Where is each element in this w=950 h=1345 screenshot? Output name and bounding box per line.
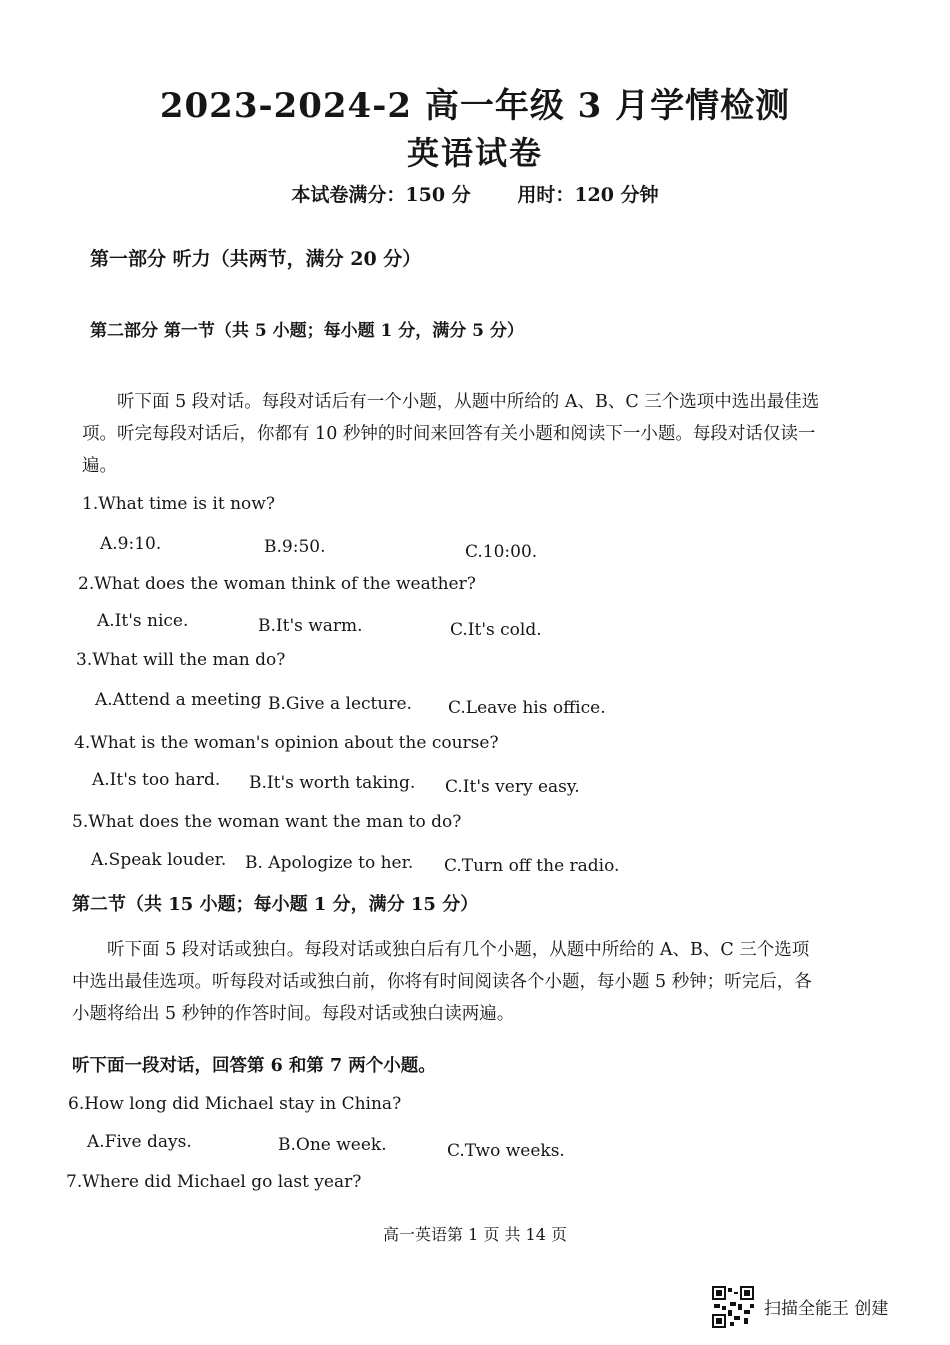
q3-option-b: B.Give a lecture. xyxy=(268,694,412,714)
full-score: 本试卷满分：150 分 xyxy=(291,184,471,206)
section2-subheading: 听下面一段对话，回答第 6 和第 7 两个小题。 xyxy=(72,1056,436,1076)
q4-option-b: B.It's worth taking. xyxy=(249,773,416,793)
question-7: 7.Where did Michael go last year? xyxy=(66,1172,362,1192)
question-2: 2.What does the woman think of the weather? xyxy=(78,574,476,594)
scanner-watermark: 扫描全能王 创建 xyxy=(764,1299,889,1319)
exam-title: 2023-2024-2 高一年级 3 月学情检测 xyxy=(159,86,791,126)
q4-option-a: A.It's too hard. xyxy=(92,770,221,790)
exam-subject: 英语试卷 xyxy=(406,134,543,172)
q2-option-c: C.It's cold. xyxy=(450,620,542,640)
q1-option-a: A.9:10. xyxy=(100,534,162,554)
qr-code-icon xyxy=(712,1286,754,1328)
q3-option-a: A.Attend a meeting xyxy=(95,690,262,710)
time-limit: 用时：120 分钟 xyxy=(517,184,659,206)
q4-option-c: C.It's very easy. xyxy=(445,777,580,797)
question-5: 5.What does the woman want the man to do? xyxy=(72,812,462,832)
q6-option-a: A.Five days. xyxy=(87,1132,192,1152)
section1-heading: 第二部分 第一节（共 5 小题；每小题 1 分，满分 5 分） xyxy=(90,321,524,341)
question-4: 4.What is the woman's opinion about the course? xyxy=(74,733,499,753)
q2-option-a: A.It's nice. xyxy=(97,611,189,631)
section1-instructions: 听下面 5 段对话。每段对话后有一个小题，从题中所给的 A、B、C 三个选项中选出最佳选项。听完每段对话后，你都有 10 秒钟的时间来回答有关小题和阅读下一小题。每段对话仅读一遍。 xyxy=(82,392,820,476)
question-6: 6.How long did Michael stay in China? xyxy=(68,1094,402,1114)
q1-option-c: C.10:00. xyxy=(465,542,538,562)
q6-option-c: C.Two weeks. xyxy=(447,1141,565,1161)
question-1: 1.What time is it now? xyxy=(82,494,275,514)
section2-instructions: 听下面 5 段对话或独白。每段对话或独白后有几个小题，从题中所给的 A、B、C 三个选项中选出最佳选项。听每段对话或独白前，你将有时间阅读各个小题，每小题 5 秒钟；听完后，各小题将给出 5 秒钟的作答时间。每段对话或独白读两遍。 xyxy=(72,940,812,1024)
q3-option-c: C.Leave his office. xyxy=(448,698,606,718)
q5-option-b: B. Apologize to her. xyxy=(245,853,414,873)
question-3: 3.What will the man do? xyxy=(76,650,286,670)
page-footer: 高一英语第 1 页 共 14 页 xyxy=(383,1225,567,1244)
part1-heading: 第一部分 听力（共两节，满分 20 分） xyxy=(90,248,422,270)
q5-option-a: A.Speak louder. xyxy=(91,850,227,870)
q6-option-b: B.One week. xyxy=(278,1135,387,1155)
exam-meta xyxy=(0,180,950,207)
q2-option-b: B.It's warm. xyxy=(258,616,363,636)
q5-option-c: C.Turn off the radio. xyxy=(444,856,620,876)
q1-option-b: B.9:50. xyxy=(264,537,326,557)
section2-heading: 第二节（共 15 小题；每小题 1 分，满分 15 分） xyxy=(72,894,479,915)
